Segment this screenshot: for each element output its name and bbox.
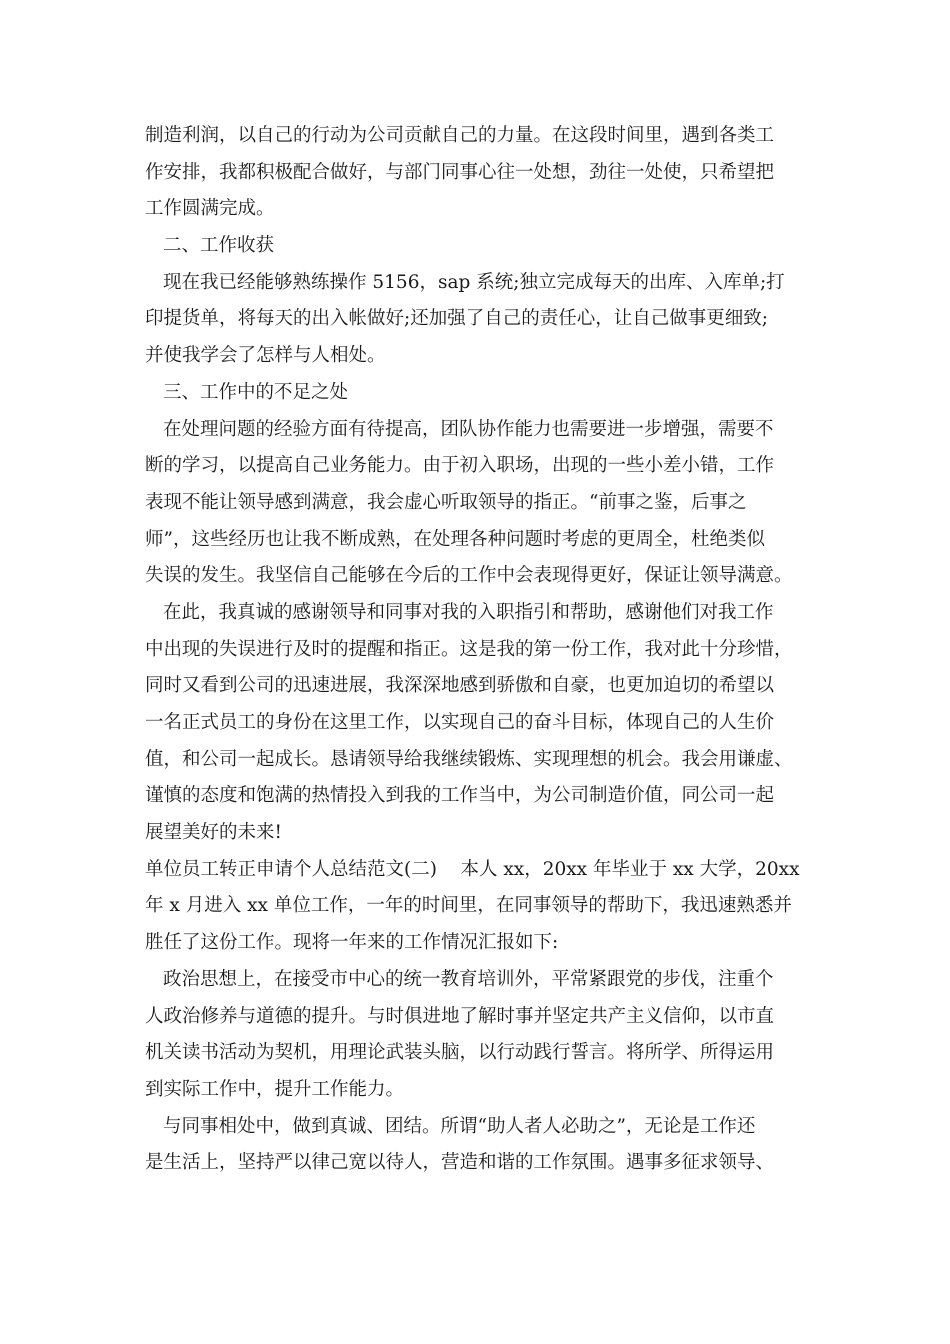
text-line: 制造利润，以自己的行动为公司贡献自己的力量。在这段时间里，遇到各类工 [145, 125, 775, 146]
text-line: 与同事相处中，做到真诚、团结。所谓“助人者人必助之”，无论是工作还 [163, 1115, 756, 1137]
text-line: 师”，这些经历也让我不断成熟，在处理各种问题时考虑的更周全，杜绝类似 [145, 528, 765, 550]
text-line: 并使我学会了怎样与人相处。 [145, 345, 386, 367]
text-line: 表现不能让领导感到满意，我会虚心听取领导的指正。“前事之鉴，后事之 [145, 491, 747, 513]
text-line: 作安排，我都积极配合做好，与部门同事心往一处想，劲往一处使，只希望把 [145, 161, 775, 183]
text-line: 在处理问题的经验方面有待提高，团队协作能力也需要进一步增强，需要不 [163, 418, 774, 440]
article-title-line: 单位员工转正申请个人总结范文(二) 本人 xx，20xx 年毕业于 xx 大学，20xx [145, 858, 800, 880]
text-line: 人政治修养与道德的提升。与时俱进地了解时事并坚定共产主义信仰，以市直 [145, 1005, 775, 1027]
section-heading: 三、工作中的不足之处 [163, 381, 349, 403]
text-line: 到实际工作中，提升工作能力。 [145, 1078, 405, 1100]
text-line: 机关读书活动为契机，用理论武装头脑，以行动践行誓言。将所学、所得运用 [145, 1042, 775, 1064]
text-line: 胜任了这份工作。现将一年来的工作情况汇报如下: [145, 932, 559, 954]
text-line: 断的学习，以提高自己业务能力。由于初入职场，出现的一些小差小错，工作 [145, 455, 775, 477]
text-line: 政治思想上，在接受市中心的统一教育培训外，平常紧跟党的步伐，注重个 [163, 968, 774, 990]
text-line: 展望美好的未来! [145, 822, 282, 844]
text-line: 失误的发生。我坚信自己能够在今后的工作中会表现得更好，保证让领导满意。 [145, 565, 793, 587]
text-line: 是生活上，坚持严以律己宽以待人，营造和谐的工作氛围。遇事多征求领导、 [145, 1152, 775, 1174]
text-line: 谨慎的态度和饱满的热情投入到我的工作当中，为公司制造价值，同公司一起 [145, 785, 775, 807]
section-heading: 二、工作收获 [163, 235, 275, 257]
text-line: 值，和公司一起成长。恳请领导给我继续锻炼、实现理想的机会。我会用谦虚、 [145, 748, 793, 770]
document-body [145, 118, 807, 1182]
text-line: 同时又看到公司的迅速进展，我深深地感到骄傲和自豪，也更加迫切的希望以 [145, 675, 775, 697]
text-line: 现在我已经能够熟练操作 5156，sap 系统;独立完成每天的出库、入库单;打 [163, 271, 785, 293]
text-line: 中出现的失误进行及时的提醒和指正。这是我的第一份工作，我对此十分珍惜， [145, 638, 793, 660]
text-line: 印提货单，将每天的出入帐做好;还加强了自己的责任心，让自己做事更细致; [145, 308, 768, 330]
text-line: 工作圆满完成。 [145, 198, 275, 220]
text-line: 在此，我真诚的感谢领导和同事对我的入职指引和帮助，感谢他们对我工作 [163, 601, 774, 623]
text-line: 一名正式员工的身份在这里工作，以实现自己的奋斗目标，体现自己的人生价 [145, 712, 775, 733]
text-line: 年 x 月进入 xx 单位工作，一年的时间里，在同事领导的帮助下，我迅速熟悉并 [145, 895, 792, 917]
